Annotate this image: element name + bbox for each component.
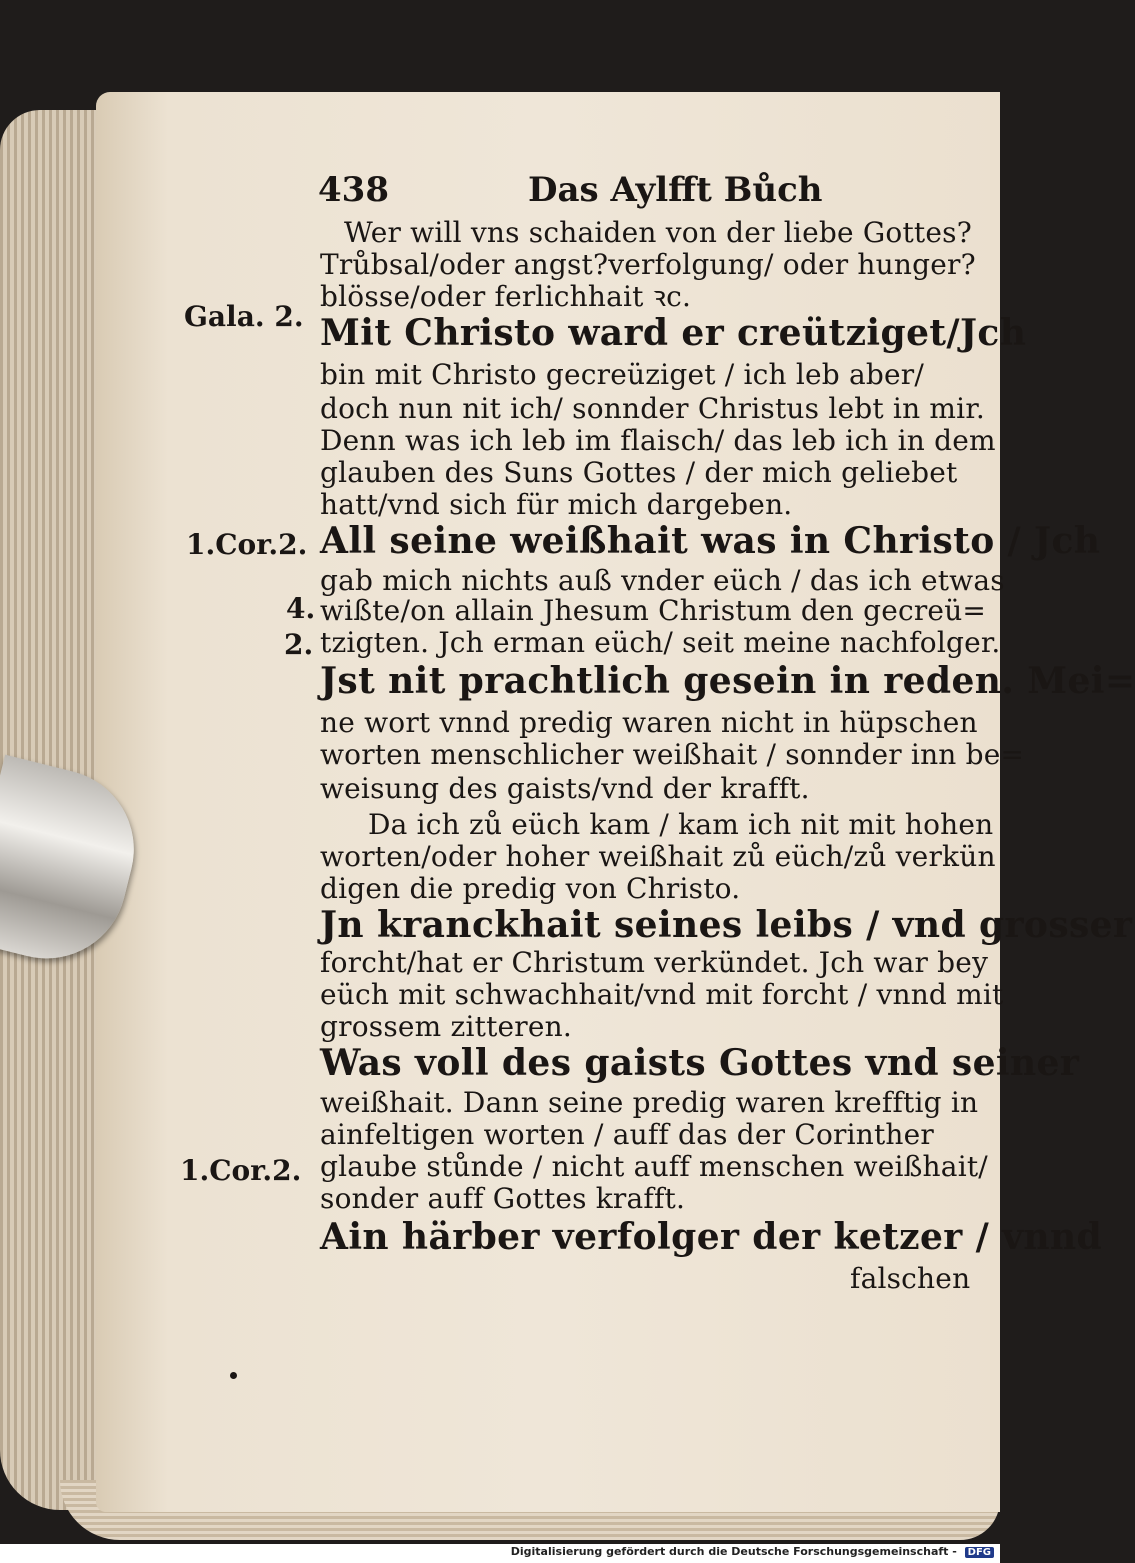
text-line: doch nun nit ich/ sonnder Christus lebt in mir. xyxy=(320,392,985,425)
text-line: worten menschlicher weißhait / sonnder inn be= xyxy=(320,738,1025,771)
text-line: worten/oder hoher weißhait zů eüch/zů verkün xyxy=(320,840,996,873)
text-line: ne wort vnnd predig waren nicht in hüpschen xyxy=(320,706,978,739)
footer-bar xyxy=(0,1544,1000,1563)
funding-credit xyxy=(511,1545,994,1558)
page-header xyxy=(318,170,968,214)
text-line: eüch mit schwachhait/vnd mit forcht / vnnd mit xyxy=(320,978,1004,1011)
text-line: blösse/oder ferlichhait ꝛc. xyxy=(320,280,692,313)
margin-note: Gala. 2. xyxy=(184,300,304,333)
page-number: 438 xyxy=(318,170,389,210)
text-line: glaube stůnde / nicht auff menschen weißhait/ xyxy=(320,1150,988,1183)
section-heading: Jn kranckhait seines leibs / vnd grosser xyxy=(320,904,1133,946)
text-line: weißhait. Dann seine predig waren krefftig in xyxy=(320,1086,979,1119)
text-line: glauben des Suns Gottes / der mich geliebet xyxy=(320,456,958,489)
text-line: Trůbsal/oder angst?verfolgung/ oder hunger? xyxy=(320,248,976,281)
funding-credit-text: Digitalisierung gefördert durch die Deutsche Forschungsgemeinschaft - xyxy=(510,1545,957,1558)
section-heading: Ain härber verfolger der ketzer / vnnd xyxy=(320,1216,1103,1258)
text-line: hatt/vnd sich für mich dargeben. xyxy=(320,488,793,521)
text-line: sonder auff Gottes krafft. xyxy=(320,1182,686,1215)
text-line: Wer will vns schaiden von der liebe Gottes? xyxy=(344,216,972,249)
text-line: weisung des gaists/vnd der krafft. xyxy=(320,772,810,805)
text-line: bin mit Christo gecreüziget / ich leb aber/ xyxy=(320,358,925,391)
margin-note: 4. xyxy=(286,592,316,625)
section-heading: All seine weißhait was in Christo / Jch xyxy=(320,520,1101,562)
dfg-logo: DFG xyxy=(965,1547,994,1558)
text-line: grossem zitteren. xyxy=(320,1010,572,1043)
margin-note: 1.Cor.2. xyxy=(180,1154,302,1187)
margin-note: 2. xyxy=(284,628,314,661)
text-line: wißte/on allain Jhesum Christum den gecreü= xyxy=(320,594,987,627)
section-heading: Mit Christo ward er creütziget/Jch xyxy=(320,312,1027,354)
text-line: gab mich nichts auß vnder eüch / das ich etwas xyxy=(320,564,1005,597)
text-line: Denn was ich leb im flaisch/ das leb ich in dem xyxy=(320,424,996,457)
text-line: ainfeltigen worten / auff das der Corinther xyxy=(320,1118,935,1151)
text-line: digen die predig von Christo. xyxy=(320,872,741,905)
text-line: Da ich zů eüch kam / kam ich nit mit hohen xyxy=(368,808,994,841)
text-line: forcht/hat er Christum verkündet. Jch war bey xyxy=(320,946,989,979)
margin-note: 1.Cor.2. xyxy=(186,528,308,561)
catchword: falschen xyxy=(850,1262,971,1295)
section-heading: Jst nit prachtlich gesein in reden. Mei= xyxy=(320,660,1135,702)
section-heading: Was voll des gaists Gottes vnd seiner xyxy=(320,1042,1080,1084)
ink-dot xyxy=(230,1372,237,1379)
running-head: Das Aylfft Bůch xyxy=(528,170,823,210)
text-line: tzigten. Jch erman eüch/ seit meine nachfolger. xyxy=(320,626,1001,659)
